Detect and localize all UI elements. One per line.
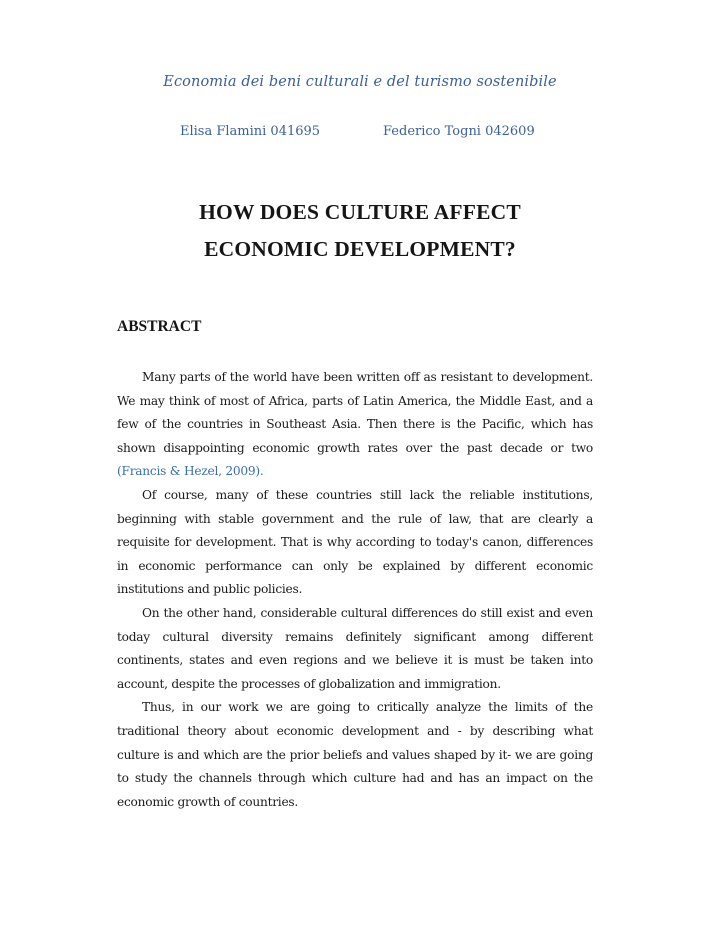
paragraph: On the other hand, considerable cultural differences do still exist and even today cultural diversity remains definitely significant among different continents, states and even regions and we believe it is must be taken into account, despite the processes of globalization and immigration.: [117, 605, 593, 691]
author-name: Federico Togni 042609: [383, 124, 535, 139]
abstract-heading: ABSTRACT: [117, 318, 202, 335]
paragraph: Thus, in our work we are going to critically analyze the limits of the traditional theory about economic development and - by describing what culture is and which are the prior beliefs and values shaped by it- we are going to study the channels through which culture had and has an impact on the economic growth of countries.: [117, 700, 593, 809]
citation-link[interactable]: (Francis & Hezel, 2009).: [117, 464, 264, 479]
paper-title: [0, 194, 720, 268]
paragraph: [117, 366, 593, 484]
paragraph: Of course, many of these countries still lack the reliable institutions, beginning with stable government and the rule of law, that are clearly a requisite for development. That is why according to today's canon, differences in economic performance can only be explained by different economic institutions and public policies.: [117, 487, 593, 597]
author-name: Elisa Flamini 041695: [180, 124, 321, 139]
course-name: Economia dei beni culturali e del turismo sostenibile: [163, 74, 557, 90]
title-line: HOW DOES CULTURE AFFECT: [199, 200, 521, 224]
abstract-body: [117, 366, 593, 814]
title-line: ECONOMIC DEVELOPMENT?: [204, 237, 516, 261]
paragraph-text: Many parts of the world have been written off as resistant to development. We may think of most of Africa, parts of Latin America, the Middle East, and a few of the countries in Southeast Asia. Then there is the Pacific, which has shown disappointing economic growth rates over the past decade or two: [117, 370, 593, 455]
authors-line: [0, 124, 720, 144]
